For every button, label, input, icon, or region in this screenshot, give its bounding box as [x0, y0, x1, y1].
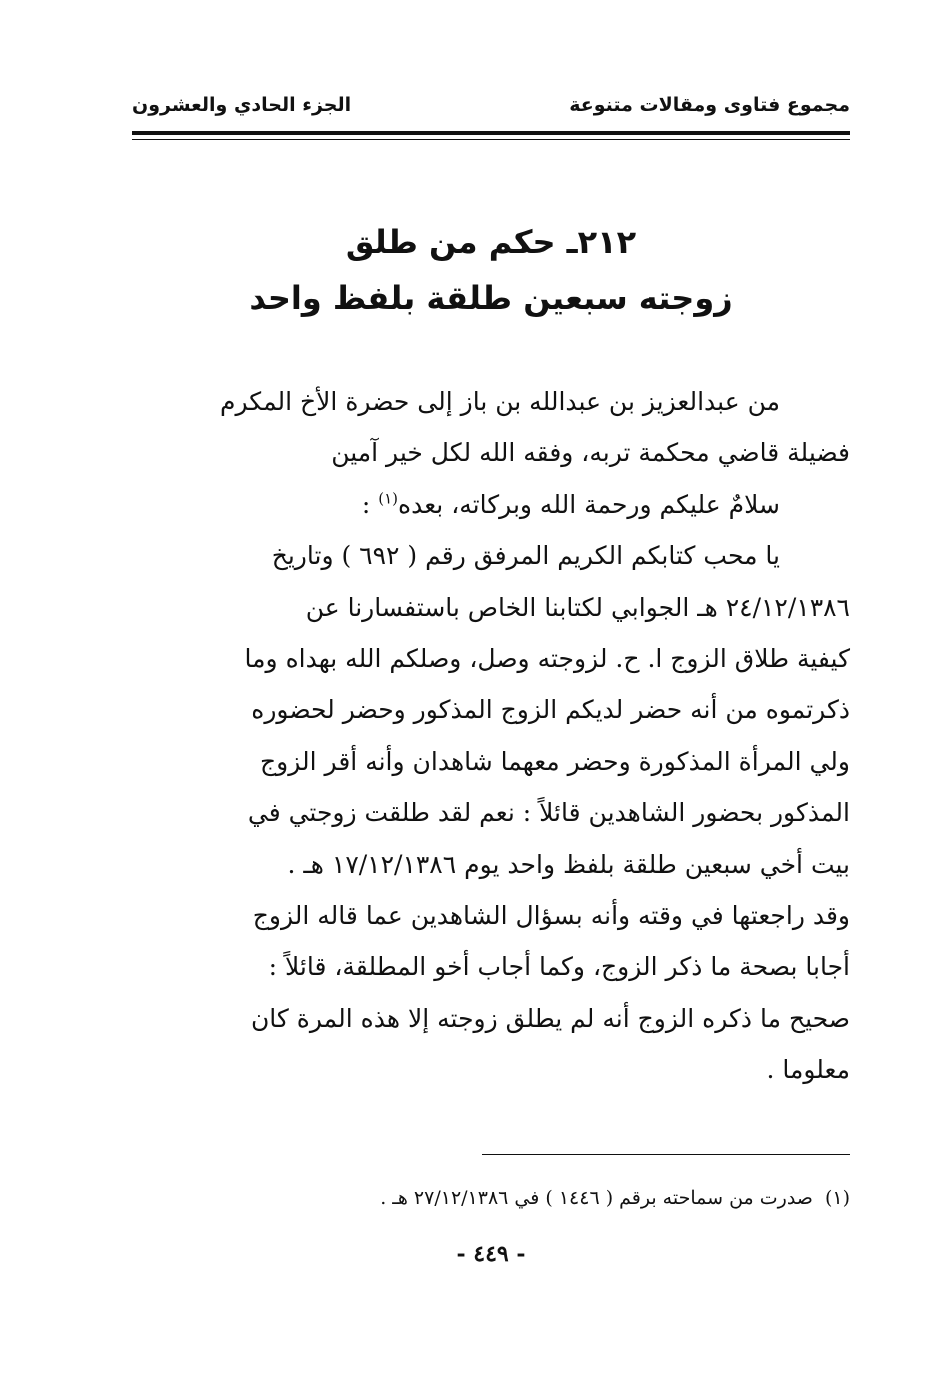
body-line-1: من عبدالعزيز بن عبدالله بن باز إلى حضرة الأخ المكرم [219, 387, 780, 416]
running-header [132, 94, 850, 128]
body-line-14: معلوما . [766, 1055, 850, 1085]
body-line-11: وقد راجعتها في وقته وأنه بسؤال الشاهدين عما قاله الزوج [252, 901, 850, 931]
header-rule-thin [132, 139, 850, 140]
footnote-mark: (١) [824, 1187, 850, 1209]
header-book-title: مجموع فتاوى ومقالات متنوعة [569, 94, 850, 116]
body-line-7: ذكرتموه من أنه حضر لديكم الزوج المذكور وحضر لحضوره [251, 695, 850, 725]
body-line-4: يا محب كتابكم الكريم المرفق رقم ( ٦٩٢ ) وتاريخ [271, 541, 780, 571]
greeting-colon: : [361, 489, 371, 519]
body-line-6: كيفية طلاق الزوج ا. ح. لزوجته وصل، وصلكم الله بهداه وما [244, 644, 850, 674]
body-line-greeting [132, 479, 850, 530]
footnote [132, 1183, 850, 1213]
title-line-1: ٢١٢ـ حكم من طلق [345, 223, 637, 261]
header-volume-title: الجزء الحادي والعشرون [132, 94, 352, 116]
footnote-separator [482, 1154, 850, 1155]
body-line-13: صحيح ما ذكره الزوج أنه لم يطلق زوجته إلا هذه المرة كان [250, 1003, 850, 1033]
body-line-8: ولي المرأة المذكورة وحضر معهما شاهدان وأنه أقر الزوج [260, 746, 850, 776]
greeting-text: سلامٌ عليكم ورحمة الله وبركاته، بعده [398, 489, 780, 519]
title-line-2: زوجته سبعين طلقة بلفظ واحد [249, 279, 733, 317]
header-rule-thick [132, 131, 850, 135]
body-line-9: المذكور بحضور الشاهدين قائلاً : نعم لقد طلقت زوجتي في [247, 798, 850, 828]
body-line-12: أجابا بصحة ما ذكر الزوج، وكما أجاب أخو المطلقة، قائلاً : [268, 952, 850, 982]
page-number: - ٤٤٩ - [456, 1241, 526, 1267]
body-line-10: بيت أخي سبعين طلقة بلفظ واحد يوم ١٧/١٢/١٣٨٦ هـ . [287, 849, 850, 879]
fatwa-title [132, 214, 850, 326]
body-line-2: فضيلة قاضي محكمة تربه، وفقه الله لكل خير آمين [331, 438, 850, 468]
footnote-reference: (١) [378, 489, 399, 508]
body-line-5: ٢٤/١٢/١٣٨٦ هـ الجوابي لكتابنا الخاص باستفسارنا عن [305, 592, 850, 622]
footnote-text: صدرت من سماحته برقم ( ١٤٤٦ ) في ٢٧/١٢/١٣٨٦ هـ . [380, 1187, 813, 1209]
body-text [132, 376, 850, 1096]
